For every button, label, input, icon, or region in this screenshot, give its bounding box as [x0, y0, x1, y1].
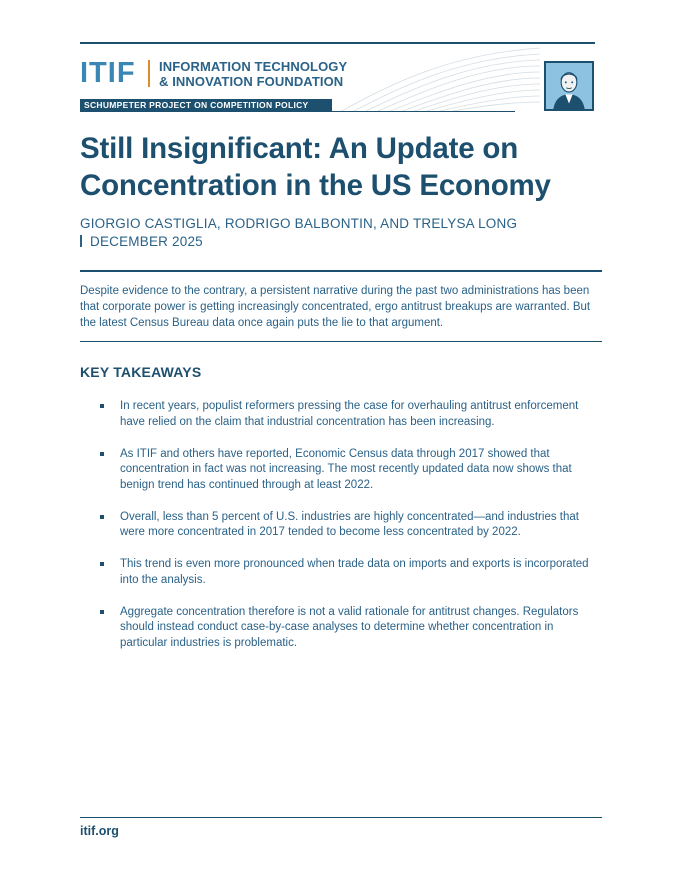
report-title: [80, 130, 600, 204]
date-line: [80, 234, 203, 249]
list-item: [100, 399, 602, 430]
list-item: [100, 605, 602, 652]
takeaway-text: This trend is even more pronounced when trade data on imports and exports is incorporated into the analysis.: [120, 558, 589, 586]
date-divider: [80, 235, 82, 247]
summary-top-rule: [80, 270, 602, 272]
banner-rule: [332, 111, 515, 112]
takeaway-text: As ITIF and others have reported, Economic Census data through 2017 showed that concentration in fact was not increasing. The most recently updated data now shows that benign trend has continued through at least 2022.: [120, 447, 572, 491]
authors: GIORGIO CASTIGLIA, RODRIGO BALBONTIN, AND TRELYSA LONG: [80, 216, 518, 231]
organization-name: [159, 59, 347, 89]
publication-date: DECEMBER 2025: [90, 234, 203, 249]
footer-rule: [80, 817, 602, 818]
bullet-icon: [100, 404, 104, 408]
bullet-icon: [100, 515, 104, 519]
summary-paragraph: Despite evidence to the contrary, a persistent narrative during the past two administrations has been that corporate power is getting increasingly concentrated, ergo antitrust breakups are warranted. But the latest Census Bureau data once again puts the lie to that argument.: [80, 285, 591, 329]
org-name-line2: & INNOVATION FOUNDATION: [159, 74, 344, 89]
list-item: [100, 510, 602, 541]
bullet-icon: [100, 562, 104, 566]
title-line1: Still Insignificant: An Update on: [80, 132, 519, 165]
takeaway-text: Aggregate concentration therefore is not a valid rationale for antitrust changes. Regulators should instead conduct case-by-case analyses to determine whether concentration in particular industries is problematic.: [120, 605, 579, 649]
list-item: [100, 447, 602, 494]
org-name-line1: INFORMATION TECHNOLOGY: [159, 59, 348, 74]
takeaway-text: In recent years, populist reformers pressing the case for overhauling antitrust enforcement have relied on the claim that industrial concentration has been increasing.: [120, 400, 579, 428]
bullet-icon: [100, 610, 104, 614]
takeaway-text: Overall, less than 5 percent of U.S. industries are highly concentrated—and industries that were more concentrated in 2017 tended to become less concentrated by 2022.: [120, 510, 579, 538]
portrait-icon: [544, 61, 594, 111]
title-line2: Concentration in the US Economy: [80, 169, 551, 202]
key-takeaways-list: [100, 399, 602, 668]
list-item: [100, 557, 602, 588]
bullet-icon: [100, 452, 104, 456]
itif-logo: ITIF: [80, 57, 136, 89]
logo-divider: [148, 60, 150, 87]
decorative-lines: [330, 44, 540, 112]
program-banner: SCHUMPETER PROJECT ON COMPETITION POLICY: [80, 99, 332, 112]
key-takeaways-heading: KEY TAKEAWAYS: [80, 364, 202, 380]
report-header: [80, 44, 595, 114]
summary-bottom-rule: [80, 341, 602, 342]
footer-website-link[interactable]: itif.org: [80, 824, 119, 838]
